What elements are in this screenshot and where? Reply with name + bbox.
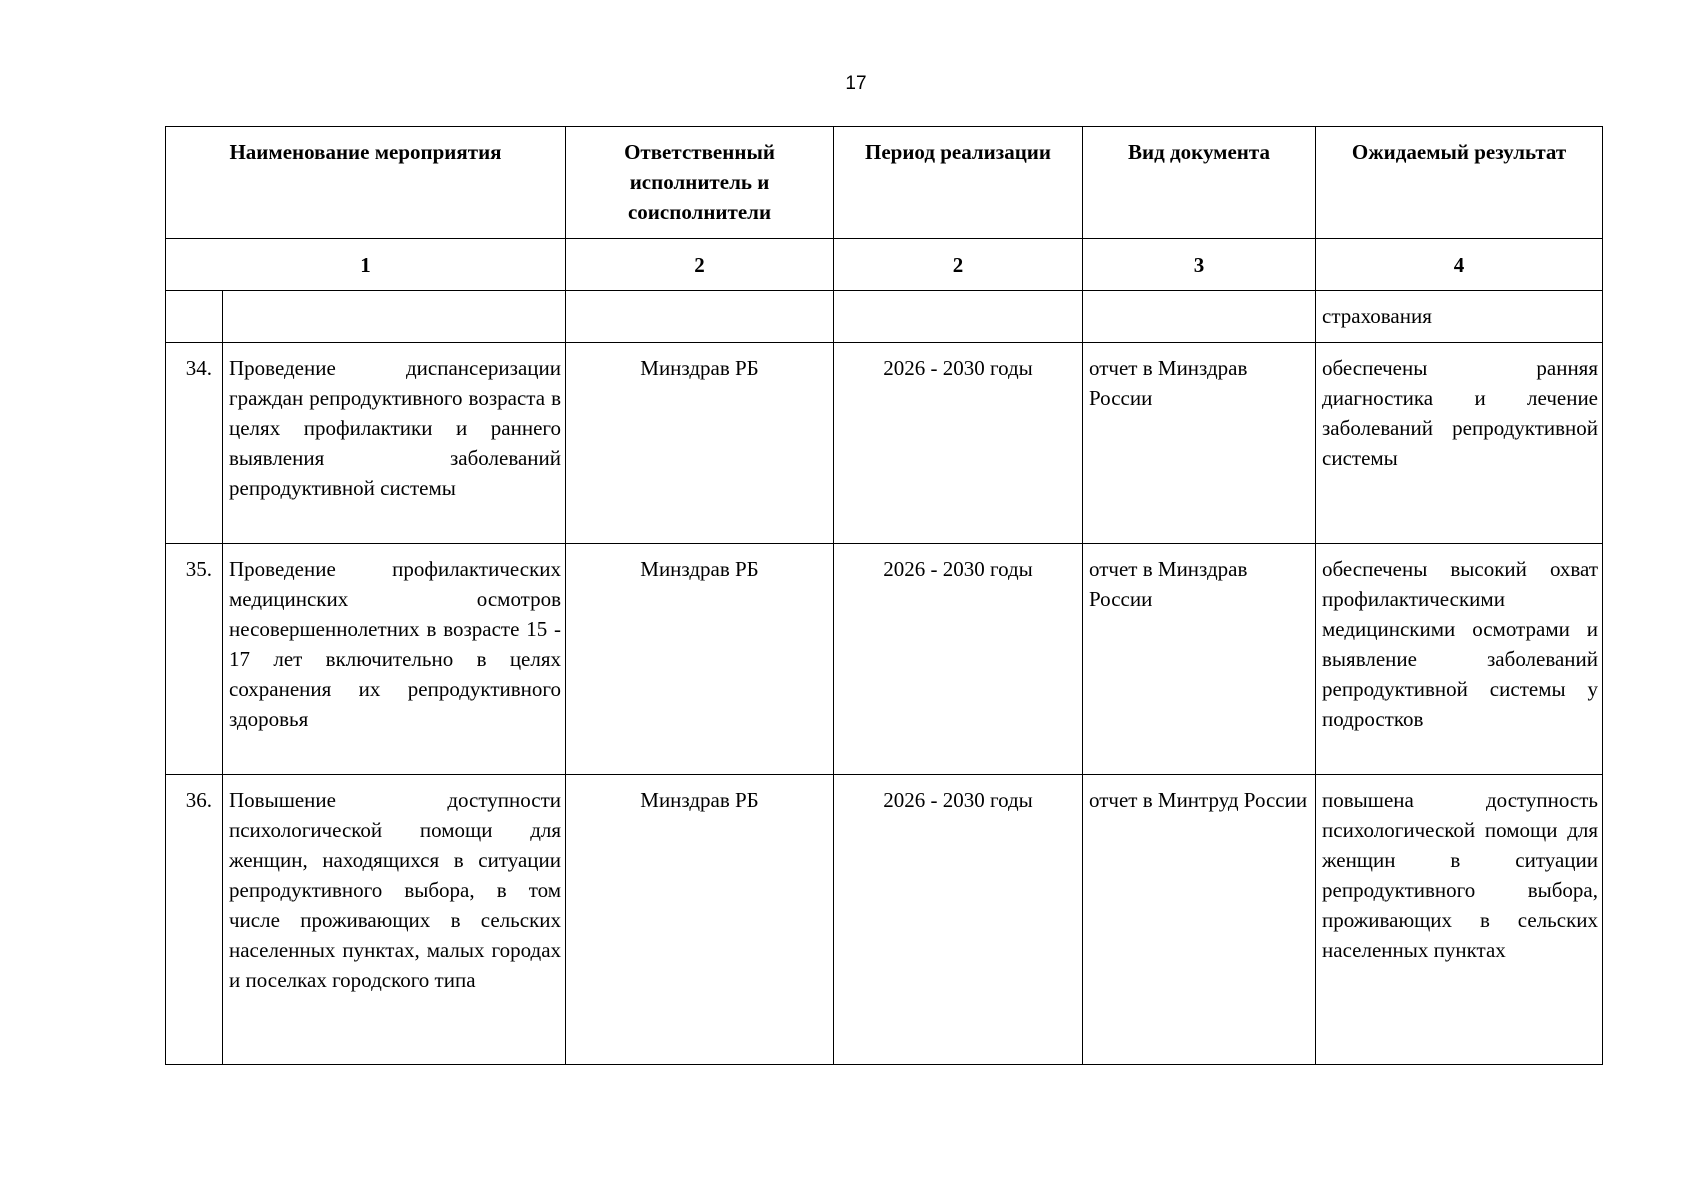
header-period: Период реализации xyxy=(834,127,1083,239)
empty-cell xyxy=(834,291,1083,343)
header-executor: Ответственный исполнитель и соисполнители xyxy=(566,127,834,239)
column-number: 4 xyxy=(1316,239,1603,291)
row-measure-name: Повышение доступности психологической помощи для женщин, находящихся в ситуации репродуктивного выбора, в том числе проживающих в сельских населенных пунктах, малых городах и поселках городского типа xyxy=(223,775,566,1065)
measures-table xyxy=(165,126,1603,1065)
row-result: повышена доступность психологической помощи для женщин в ситуации репродуктивного выбора, проживающих в сельских населенных пунктах xyxy=(1316,775,1603,1065)
table-row xyxy=(166,343,1603,544)
row-number: 36. xyxy=(166,775,223,1065)
empty-cell xyxy=(1083,291,1316,343)
empty-cell xyxy=(566,291,834,343)
row-measure-name: Проведение диспансеризации граждан репродуктивного возраста в целях профилактики и раннего выявления заболеваний репродуктивной системы xyxy=(223,343,566,544)
table-row xyxy=(166,775,1603,1065)
continuation-row xyxy=(166,291,1603,343)
row-doc-type: отчет в Минтруд России xyxy=(1083,775,1316,1065)
row-executor: Минздрав РБ xyxy=(566,544,834,775)
row-period: 2026 - 2030 годы xyxy=(834,343,1083,544)
header-name: Наименование мероприятия xyxy=(166,127,566,239)
row-executor: Минздрав РБ xyxy=(566,343,834,544)
table-header-row xyxy=(166,127,1603,239)
column-number: 2 xyxy=(566,239,834,291)
row-result: обеспечены ранняя диагностика и лечение заболеваний репродуктивной системы xyxy=(1316,343,1603,544)
column-number: 3 xyxy=(1083,239,1316,291)
table-row xyxy=(166,544,1603,775)
header-doc-type: Вид документа xyxy=(1083,127,1316,239)
empty-cell xyxy=(166,291,223,343)
row-period: 2026 - 2030 годы xyxy=(834,775,1083,1065)
row-doc-type: отчет в Минздрав России xyxy=(1083,544,1316,775)
column-number: 2 xyxy=(834,239,1083,291)
page-number: 17 xyxy=(845,73,867,94)
header-result: Ожидаемый результат xyxy=(1316,127,1603,239)
row-number: 34. xyxy=(166,343,223,544)
continuation-result: страхования xyxy=(1316,291,1603,343)
column-number-row xyxy=(166,239,1603,291)
row-number: 35. xyxy=(166,544,223,775)
column-number: 1 xyxy=(166,239,566,291)
row-executor: Минздрав РБ xyxy=(566,775,834,1065)
row-measure-name: Проведение профилактических медицинских осмотров несовершеннолетних в возрасте 15 - 17 лет включительно в целях сохранения их репродуктивного здоровья xyxy=(223,544,566,775)
row-result: обеспечены высокий охват профилактическими медицинскими осмотрами и выявление заболеваний репродуктивной системы у подростков xyxy=(1316,544,1603,775)
empty-cell xyxy=(223,291,566,343)
row-period: 2026 - 2030 годы xyxy=(834,544,1083,775)
row-doc-type: отчет в Минздрав России xyxy=(1083,343,1316,544)
